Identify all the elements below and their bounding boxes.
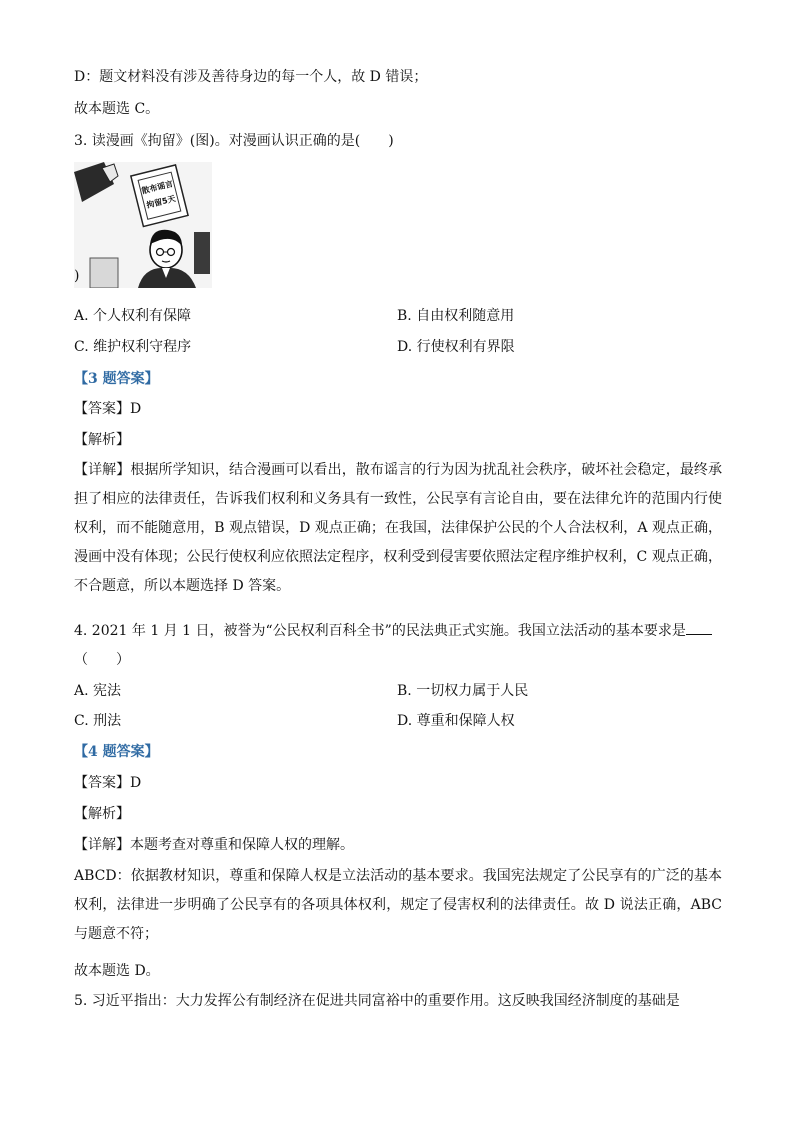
image-paren: ): [74, 268, 80, 284]
q3-detail-paragraph: 【详解】根据所学知识，结合漫画可以看出，散布谣言的行为因为扰乱社会秩序，破坏社会稳定，最终承担了相应的法律责任，告诉我们权利和义务具有一致性，公民享有言论自由，要在法律允许的范围内行使权利，而不能随意用，B 观点错误，D 观点正确；在我国，法律保护公民的个人合法权利，A 观点正确，漫画中没有体现；公民行使权利应依照法定程序，权利受到侵害要依照法定程序维护权利，C 观点正确，不合题意，所以本题选择 D 答案。: [74, 462, 722, 594]
question-3-stem: 3. 读漫画《拘留》(图)。对漫画认识正确的是( ): [74, 133, 394, 149]
question-4-stem: [74, 622, 712, 639]
question-4-paren: （ ）: [74, 652, 130, 668]
q4-answer-header: 【4 题答案】: [74, 744, 159, 760]
q3-option-c: C. 维护权利守程序: [74, 339, 192, 355]
q4-analysis-label: 【解析】: [74, 806, 130, 822]
q4-abcd-paragraph: ABCD：依据教材知识，尊重和保障人权是立法活动的基本要求。我国宪法规定了公民享有的广泛的基本权利，法律进一步明确了公民享有的各项具体权利，规定了侵害权利的法律责任。故 D 说法正确，ABC 与题意不符；: [74, 868, 722, 942]
q3-option-b: B. 自由权利随意用: [397, 308, 515, 324]
question-4-stem-text: 4. 2021 年 1 月 1 日，被誉为“公民权利百科全书”的民法典正式实施。我国立法活动的基本要求是: [74, 623, 686, 639]
q3-option-d: D. 行使权利有界限: [397, 339, 515, 355]
answer-blank: [686, 622, 712, 635]
svg-text:散布谣言: 散布谣言: [140, 179, 175, 196]
q4-option-b: B. 一切权力属于人民: [397, 683, 529, 699]
q4-conclusion: 故本题选 D。: [74, 963, 160, 979]
q3-answer: 【答案】D: [74, 401, 142, 417]
explanation-line-d: D：题文材料没有涉及善待身边的每一个人，故 D 错误；: [74, 69, 428, 85]
cartoon-detention-image: [74, 162, 212, 288]
q3-answer-header: 【3 题答案】: [74, 371, 159, 387]
q3-analysis-label: 【解析】: [74, 432, 130, 448]
q4-option-d: D. 尊重和保障人权: [397, 713, 515, 729]
q4-option-c: C. 刑法: [74, 713, 122, 729]
q4-answer: 【答案】D: [74, 775, 142, 791]
q4-detail: 【详解】本题考查对尊重和保障人权的理解。: [74, 837, 354, 853]
q4-option-a: A. 宪法: [74, 683, 122, 699]
question-5-stem: 5. 习近平指出：大力发挥公有制经济在促进共同富裕中的重要作用。这反映我国经济制度的基础是: [74, 993, 680, 1009]
q3-option-a: A. 个人权利有保障: [74, 308, 192, 324]
conclusion-line: 故本题选 C。: [74, 101, 160, 117]
svg-text:拘留5天: 拘留5天: [145, 194, 177, 210]
